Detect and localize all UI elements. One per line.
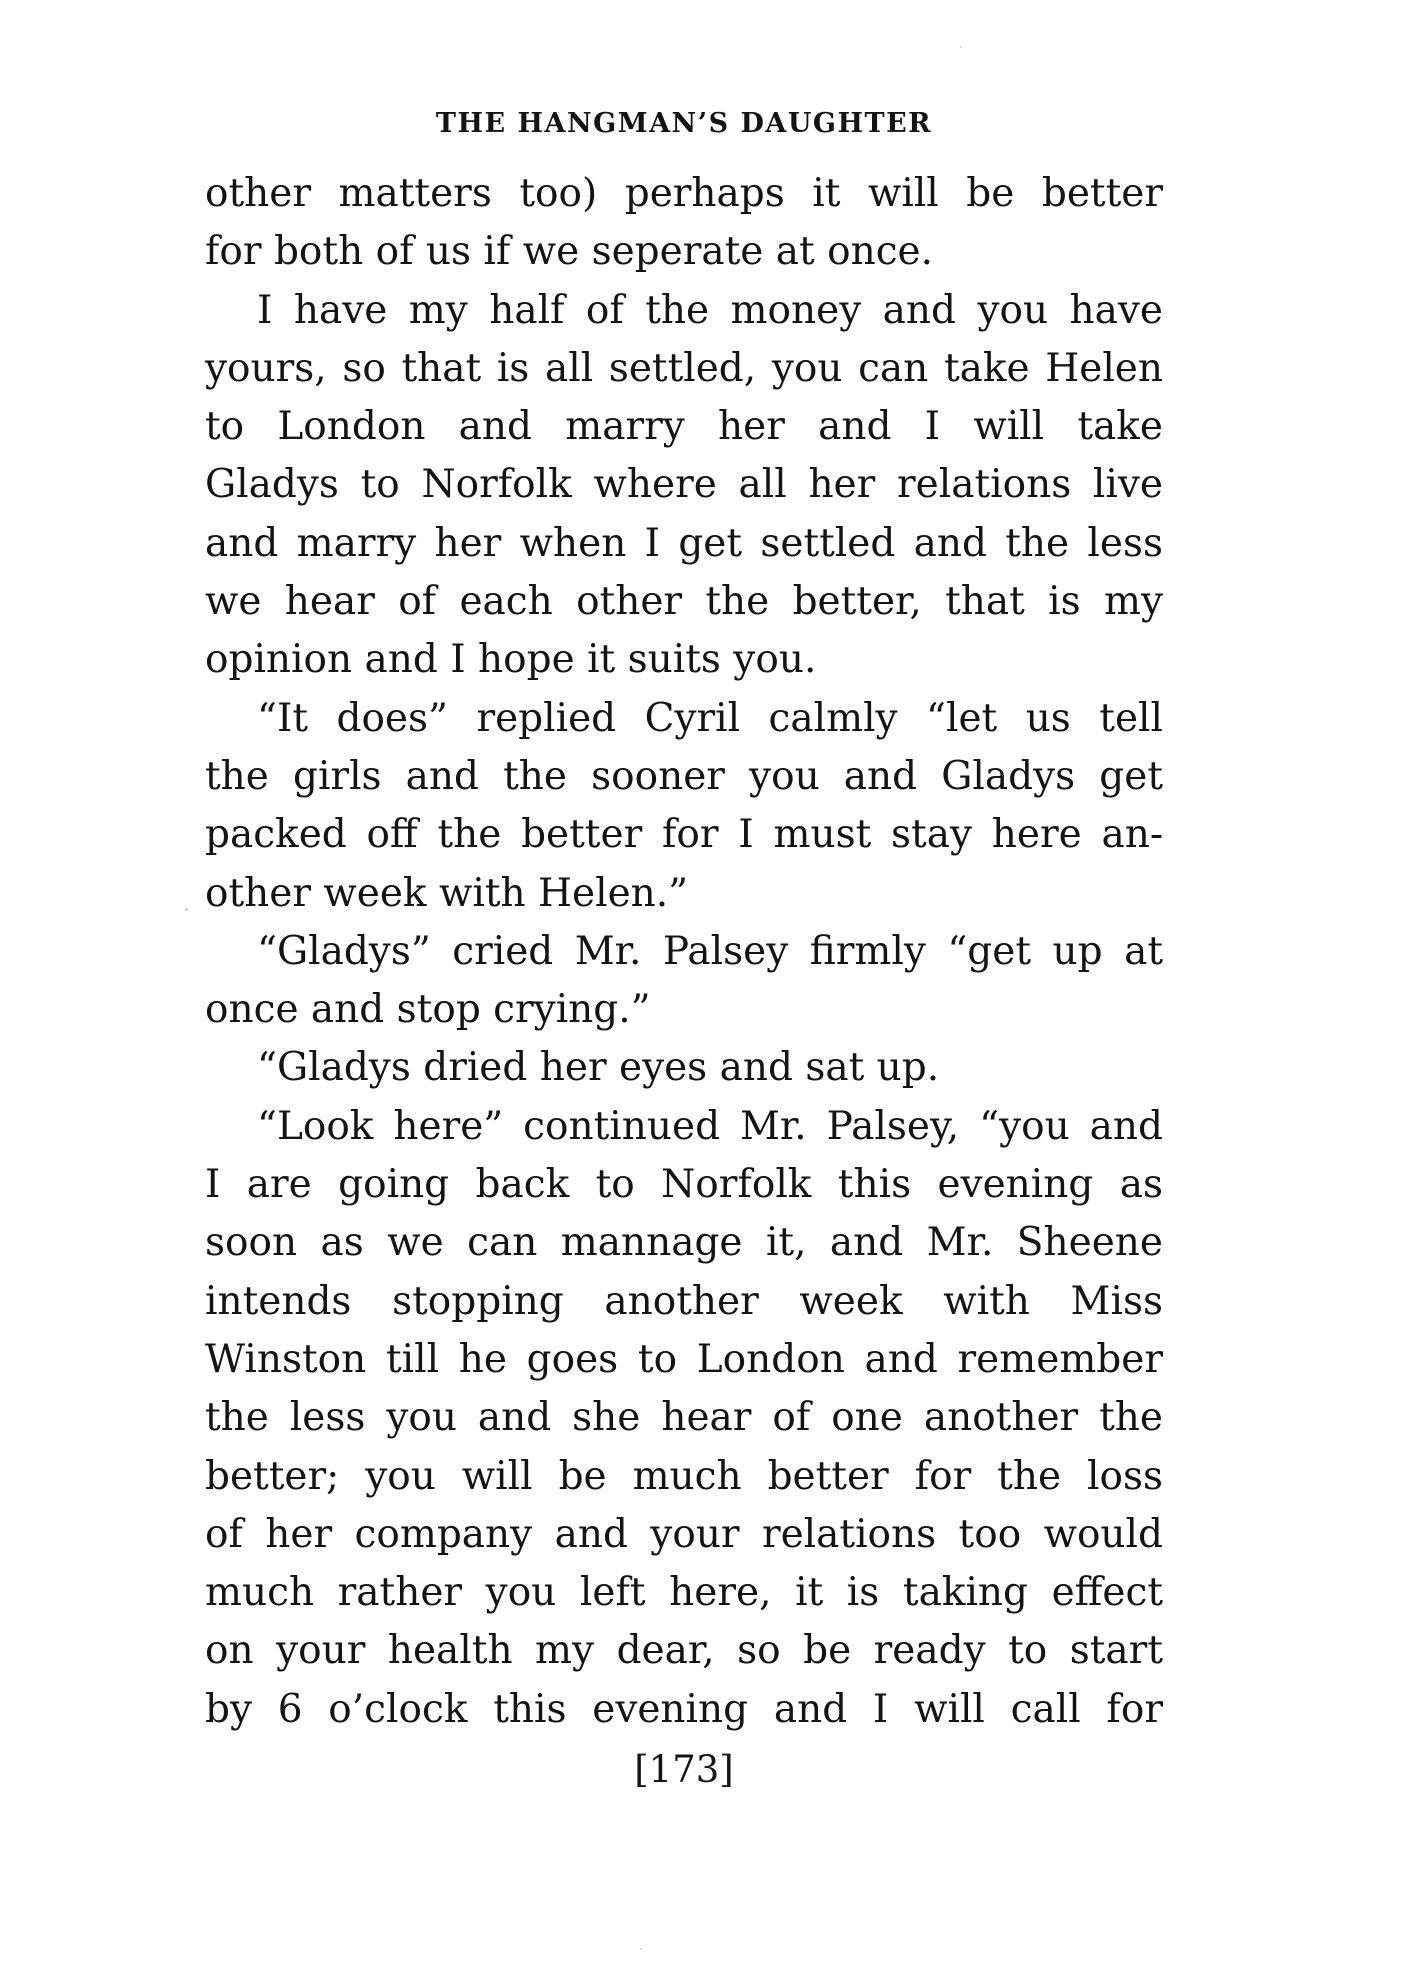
text-line: Gladys to Norfolk where all her relations live	[205, 462, 1163, 508]
text-line: and marry her when I get settled and the less	[205, 520, 1163, 566]
text-line: packed off the better for I must stay here an-	[205, 812, 1163, 858]
running-head: THE HANGMAN’S DAUGHTER	[435, 108, 933, 139]
text-line: “Look here” continued Mr. Palsey, “you and	[257, 1103, 1163, 1149]
text-line: Winston till he goes to London and remember	[205, 1336, 1163, 1382]
page-number: [173]	[634, 1748, 734, 1791]
paper-speck	[185, 908, 188, 911]
text-line: soon as we can mannage it, and Mr. Sheene	[205, 1220, 1163, 1266]
text-line: on your health my dear, so be ready to start	[205, 1628, 1163, 1674]
text-line: other week with Helen.”	[205, 870, 689, 916]
text-line: intends stopping another week with Miss	[205, 1278, 1163, 1324]
text-line: of her company and your relations too would	[205, 1511, 1163, 1557]
text-line: yours, so that is all settled, you can take Helen	[205, 345, 1163, 391]
text-line: “It does” replied Cyril calmly “let us tell	[257, 695, 1163, 741]
text-line: once and stop crying.”	[205, 987, 651, 1033]
text-line: much rather you left here, it is taking effect	[205, 1570, 1163, 1616]
text-line: for both of us if we seperate at once.	[205, 229, 934, 275]
text-line: the less you and she hear of one another the	[205, 1395, 1163, 1441]
text-line: I have my half of the money and you have	[257, 287, 1163, 333]
text-line: other matters too) perhaps it will be better	[205, 171, 1163, 216]
body-text	[205, 165, 1163, 1739]
text-line: to London and marry her and I will take	[205, 404, 1163, 450]
text-line: the girls and the sooner you and Gladys get	[205, 753, 1163, 799]
text-line: by 6 o’clock this evening and I will call for	[205, 1686, 1163, 1732]
text-line: we hear of each other the better, that is my	[205, 579, 1163, 625]
text-line: better; you will be much better for the loss	[205, 1453, 1163, 1499]
text-line: opinion and I hope it suits you.	[205, 637, 817, 683]
paper-speck	[960, 46, 962, 48]
paper-speck	[640, 1948, 642, 1950]
text-line: I are going back to Norfolk this evening as	[205, 1162, 1163, 1208]
text-line: “Gladys” cried Mr. Palsey firmly “get up at	[257, 928, 1163, 974]
text-line: “Gladys dried her eyes and sat up.	[257, 1045, 940, 1091]
